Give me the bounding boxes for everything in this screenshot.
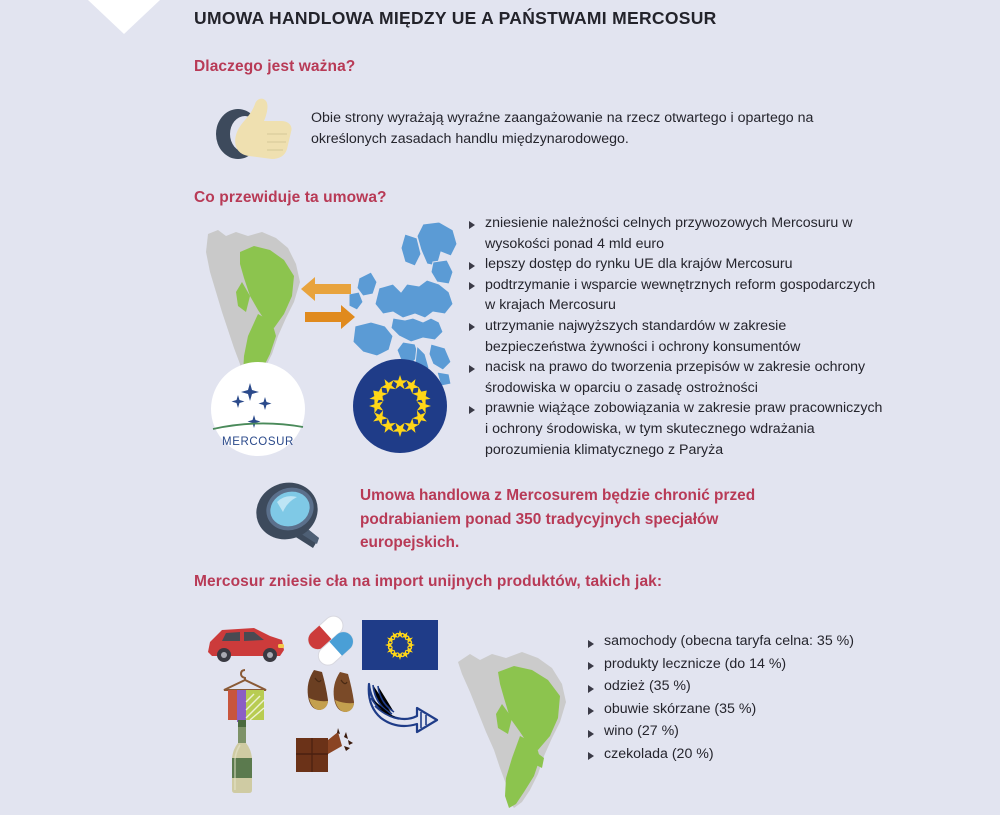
thumbs-up-icon	[205, 94, 305, 164]
mercosur-logo-label: MERCOSUR	[222, 436, 294, 448]
intro-paragraph: Obie strony wyrażają wyraźne zaangażowanie na rzecz otwartego i opartego na określonych zasadach handlu międzynarodowego.	[311, 110, 814, 147]
exchange-arrows-icon	[297, 272, 359, 334]
chocolate-bar-icon	[294, 726, 356, 780]
pills-icon	[300, 615, 360, 667]
magnifier-icon	[247, 478, 343, 556]
section-heading-tariffs: Mercosur zniesie cła na import unijnych produktów, takich jak:	[194, 573, 663, 590]
list-item: obuwie skórzane (35 %)	[585, 700, 945, 719]
eu-flag-icon	[362, 620, 438, 670]
list-item: utrzymanie najwyższych standardów w zakresie bezpieczeństwa żywności i ochrony konsumentów	[466, 316, 886, 357]
wine-bottle-icon	[222, 718, 262, 794]
mercosur-logo	[210, 361, 306, 457]
list-item: zniesienie należności celnych przywozowych Mercosuru w wysokości ponad 4 mld euro	[466, 213, 886, 254]
page-title: UMOWA HANDLOWA MIĘDZY UE A PAŃSTWAMI MERCOSUR	[194, 8, 717, 28]
eu-logo	[352, 358, 448, 454]
section-heading-why: Dlaczego jest ważna?	[194, 58, 356, 75]
top-notch-decoration	[88, 0, 160, 34]
list-item: czekolada (20 %)	[585, 745, 945, 764]
agreement-bullet-list	[466, 213, 886, 460]
list-item: lepszy dostęp do rynku UE dla krajów Mercosuru	[466, 254, 886, 275]
list-item: podtrzymanie i wsparcie wewnętrznych reform gospodarczych w krajach Mercosuru	[466, 275, 886, 316]
section-heading-what: Co przewiduje ta umowa?	[194, 189, 387, 206]
curved-arrow-icon	[365, 672, 441, 734]
south-america-map-bottom	[450, 640, 596, 810]
list-item: samochody (obecna taryfa celna: 35 %)	[585, 632, 945, 651]
car-icon	[204, 620, 288, 664]
list-item: wino (27 %)	[585, 722, 945, 741]
clothes-hanger-icon	[210, 666, 280, 724]
protection-statement: Umowa handlowa z Mercosurem będzie chronić przed podrabianiem ponad 350 tradycyjnych specjałów europejskich.	[360, 487, 756, 551]
list-item: prawnie wiążące zobowiązania w zakresie praw pracowniczych i ochrony środowiska, w tym skutecznego wdrażania porozumienia klimatycznego z Paryża	[466, 398, 886, 460]
leather-shoes-icon	[300, 668, 362, 714]
tariff-bullet-list	[585, 632, 945, 767]
list-item: nacisk na prawo do tworzenia przepisów w zakresie ochrony środowiska w oparciu o zasadę ostrożności	[466, 357, 886, 398]
list-item: produkty lecznicze (do 14 %)	[585, 655, 945, 674]
list-item: odzież (35 %)	[585, 677, 945, 696]
